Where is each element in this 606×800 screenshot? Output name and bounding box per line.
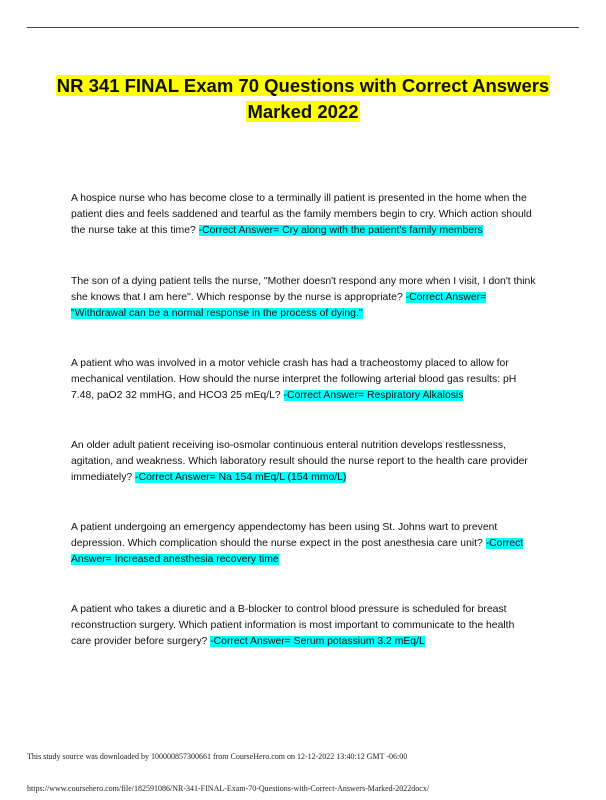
answer-prefix: -Correct Answer= bbox=[71, 538, 524, 565]
qa-item-1 bbox=[71, 191, 537, 239]
answer-text: Increased anesthesia recovery time bbox=[114, 554, 279, 565]
question-text: A patient who takes a diuretic and a B-blocker to control blood pressure is scheduled for breast reconstruction surgery. Which patient information is most important to communicate to the health care provider before surgery? bbox=[71, 604, 515, 647]
answer-text: "Withdrawal can be a normal response in the process of dying." bbox=[71, 308, 363, 319]
question-text: A hospice nurse who has become close to a terminally ill patient is presented in the home when the patient dies and feels saddened and tearful as the family members begin to cry. Which action should the nurse take at this time? bbox=[71, 193, 532, 236]
question-text: A patient who was involved in a motor vehicle crash has had a tracheostomy placed to allow for mechanical ventilation. How should the nurse interpret the following arterial blood gas results: pH 7.48, paO2 32 mmHG, and HCO3 25 mEq/L? bbox=[71, 358, 517, 401]
answer-prefix: -Correct Answer= bbox=[210, 636, 294, 647]
answer-prefix: -Correct Answer= bbox=[198, 225, 283, 236]
answer-prefix: -Correct Answer= bbox=[405, 292, 487, 303]
title-line-1: NR 341 FINAL Exam 70 Questions with Correct Answers bbox=[56, 75, 550, 96]
qa-item-5 bbox=[71, 520, 537, 568]
question-text: An older adult patient receiving iso-osmolar continuous enteral nutrition develops restlessness, agitation, and weakness. Which laboratory result should the nurse report to the health care provider immediately? bbox=[71, 440, 528, 483]
download-note: This study source was downloaded by 100000857300661 from CourseHero.com on 12-12-2022 13:40:12 GMT -06:00 bbox=[27, 752, 408, 761]
correct-answer bbox=[210, 636, 425, 647]
answer-text: Respiratory Alkalosis bbox=[367, 390, 464, 401]
qa-item-2 bbox=[71, 274, 537, 322]
correct-answer bbox=[135, 472, 346, 483]
qa-item-4 bbox=[71, 438, 537, 486]
answer-prefix: -Correct Answer= bbox=[283, 390, 367, 401]
question-text: The son of a dying patient tells the nurse, "Mother doesn't respond any more when I visit, I don't think she knows that I am here". Which response by the nurse is appropriate? bbox=[71, 276, 536, 303]
answer-text: Cry along with the patient's family members bbox=[282, 225, 483, 236]
question-text: A patient undergoing an emergency appendectomy has been using St. Johns wart to prevent depression. Which complication should the nurse expect in the post anesthesia care unit? bbox=[71, 522, 498, 549]
qa-item-6 bbox=[71, 602, 537, 650]
correct-answer bbox=[199, 225, 483, 236]
top-rule bbox=[27, 27, 579, 28]
qa-item-3 bbox=[71, 356, 537, 404]
correct-answer bbox=[284, 390, 464, 401]
answer-prefix: -Correct Answer= bbox=[135, 472, 219, 483]
source-url[interactable]: https://www.coursehero.com/file/182591086/NR-341-FINAL-Exam-70-Questions-with-Correct-Answers-Marked-2022docx/ bbox=[27, 784, 430, 793]
answer-text: Serum potassium 3.2 mEq/L bbox=[293, 636, 425, 647]
title-line-2: Marked 2022 bbox=[247, 101, 359, 122]
answer-text: Na 154 mEq/L (154 mmo/L) bbox=[218, 472, 347, 483]
document-title bbox=[30, 73, 576, 125]
